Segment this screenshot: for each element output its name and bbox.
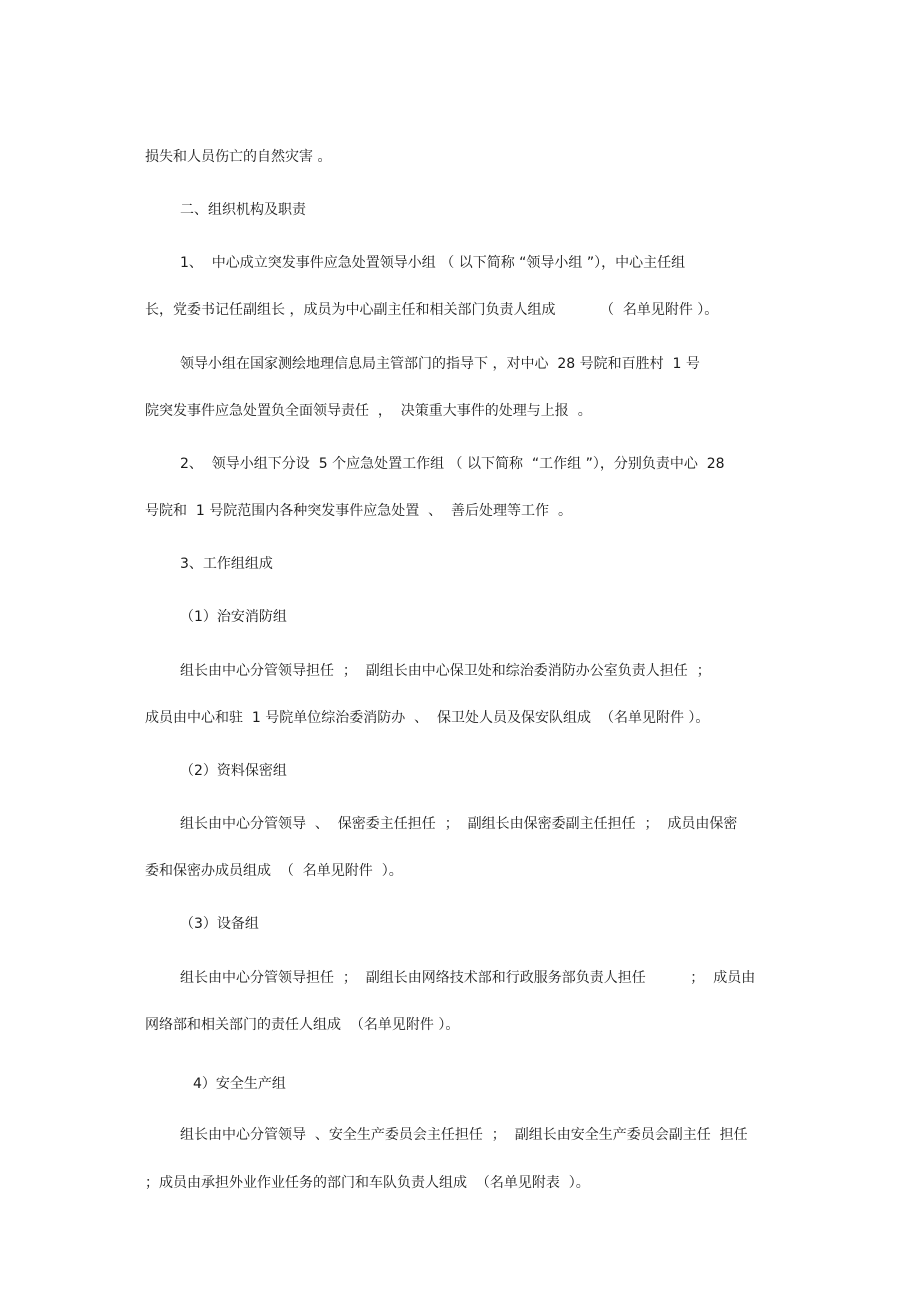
text-line: 领导小组在国家测绘地理信息局主管部门的指导下 ，对中心 28 号院和百胜村 1 号 (180, 356, 700, 372)
section-heading: 二、组织机构及职责 (180, 202, 306, 218)
text-line: 网络部和相关部门的责任人组成 （名单见附件 ）。 (145, 1017, 460, 1033)
group-heading: （1）治安消防组 (180, 609, 287, 625)
text-line: 委和保密办成员组成 （ 名单见附件 ）。 (145, 863, 403, 879)
group-heading: （2）资料保密组 (180, 763, 287, 779)
text-line: 1、 中心成立突发事件应急处置领导小组 （ 以下简称 “领导小组 ”），中心主任组 (180, 255, 686, 271)
subsection-heading: 3、工作组组成 (180, 556, 273, 572)
text-line: 成员由中心和驻 1 号院单位综治委消防办 、 保卫处人员及保安队组成 （名单见附件 ）。 (145, 710, 710, 726)
text-line: 损失和人员伤亡的自然灾害 。 (145, 149, 332, 165)
text-line: 组长由中心分管领导担任 ； 副组长由网络技术部和行政服务部负责人担任 ； 成员由 (180, 970, 756, 986)
text-line: 2、 领导小组下分设 5 个应急处置工作组 （ 以下简称 “工作组 ”），分别负责中心 28 (180, 456, 725, 472)
group-heading: 4）安全生产组 (193, 1076, 286, 1092)
text-line: 号院和 1 号院范围内各种突发事件应急处置 、 善后处理等工作 。 (145, 503, 572, 519)
text-line: ；成员由承担外业作业任务的部门和车队负责人组成 （名单见附表 ）。 (145, 1175, 590, 1191)
text-line: 长，党委书记任副组长 ，成员为中心副主任和相关部门负责人组成 （ 名单见附件 ）。 (145, 302, 719, 318)
group-heading: （3）设备组 (180, 916, 259, 932)
text-line: 组长由中心分管领导 、 保密委主任担任 ； 副组长由保密委副主任担任 ； 成员由保密 (180, 816, 738, 832)
text-line: 院突发事件应急处置负全面领导责任 ， 决策重大事件的处理与上报 。 (145, 403, 592, 419)
text-line: 组长由中心分管领导担任 ； 副组长由中心保卫处和综治委消防办公室负责人担任 ； (180, 663, 711, 679)
text-line: 组长由中心分管领导 、安全生产委员会主任担任 ； 副组长由安全生产委员会副主任 担任 (180, 1127, 748, 1143)
